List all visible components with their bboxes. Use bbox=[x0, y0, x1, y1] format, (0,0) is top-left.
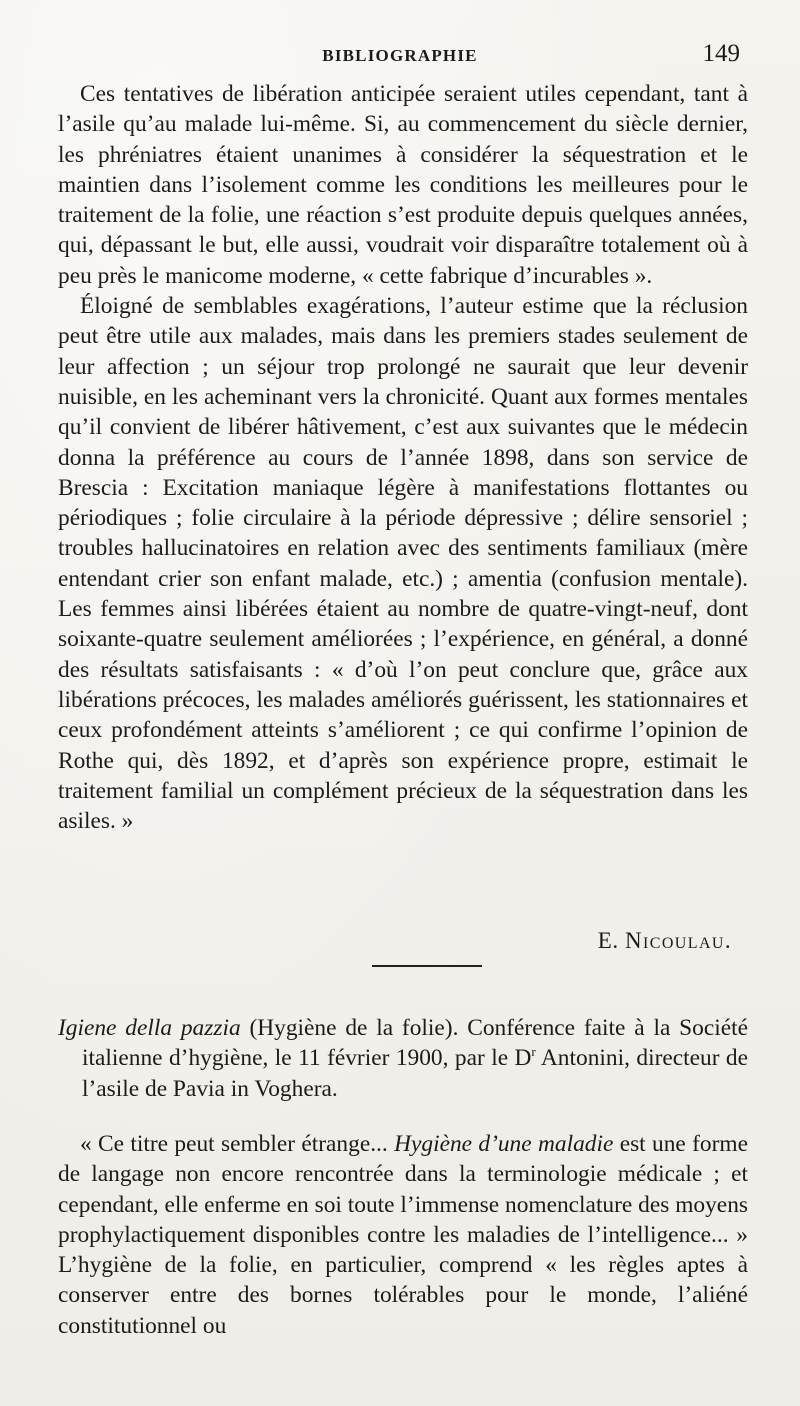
reviewer-signature bbox=[598, 928, 732, 954]
running-head bbox=[60, 40, 740, 72]
quote-start: « Ce titre peut sembler étrange... bbox=[80, 1131, 395, 1157]
signature-name: Nicoulau. bbox=[625, 928, 732, 953]
review-antonini-body bbox=[58, 1129, 748, 1341]
paragraph-liberation: Ces tentatives de libération anticipée seraient utiles cependant, tant à l’asile qu’au malade lui-même. Si, au commencement du siècle dernier, les phréniatres étaient unanimes à considérer la séquestration et le maintien dans l’isolement comme les conditions les meilleures pour le traitement de la folie, une réaction s’est produite depuis quelques années, qui, dépassant le but, elle aussi, voudrait voir disparaître totalement où à peu près le manicome moderne, « cette fabrique d’incurables ». bbox=[58, 81, 748, 289]
page-number: 149 bbox=[702, 40, 740, 67]
paragraph-reclusion: Éloigné de semblables exagérations, l’auteur estime que la réclusion peut être utile aux malades, mais dans les premiers stades seulement de leur affection ; un séjour trop prolongé ne saurait que leur devenir nuisible, en les acheminant vers la chronicité. Quant aux formes mentales qu’il convient de libérer hâtivement, c’est aux suivantes que le médecin donna la préférence au cours de l’année 1898, dans son service de Brescia : Excitation maniaque légère à manifestations flottantes ou périodiques ; folie circulaire à la période dépressive ; délire sensoriel ; troubles hallucinatoires en relation avec des sentiments familiaux (mère entendant crier son enfant malade, etc.) ; amentia (confusion mentale). Les femmes ainsi libérées étaient au nombre de quatre-vingt-neuf, dont soixante-quatre seulement améliorées ; l’expérience, en général, a donné des résultats satisfaisants : « d’où l’on peut conclure que, grâce aux libérations précoces, les malades améliorés guérissent, les stationnaires et ceux profondément atteints s’améliorent ; ce qui confirme l’opinion de Rothe qui, dès 1892, et d’après son expérience propre, estimait le traitement familial un complément précieux de la séquestration dans les asiles. » bbox=[58, 293, 748, 835]
signature-initial: E. bbox=[597, 928, 619, 953]
quote-rest: est une forme de langage non encore rencontrée dans la terminologie médicale ; et cependant, elle enferme en soi toute l’immense nomenclature des moyens prophylactiquement disponibles contre les maladies de l’intelligence... » L’hygiène de la folie, en particulier, comprend « les règles aptes à conserver entre des bornes tolérables pour le monde, l’aliéné constitutionnel ou bbox=[58, 1131, 748, 1339]
book-author-details: Antonini, directeur de l’asile de Pavia in Voghera. bbox=[82, 1045, 748, 1102]
doctor-superscript: r bbox=[531, 1044, 536, 1060]
running-title: BIBLIOGRAPHIE bbox=[322, 46, 478, 65]
quote-italic: Hygiène d’une maladie bbox=[394, 1131, 614, 1157]
review-antonini-heading bbox=[58, 1013, 748, 1104]
book-title: Igiene della pazzia bbox=[58, 1015, 241, 1041]
book-title-entry bbox=[58, 1013, 748, 1104]
paragraph-hygiene bbox=[58, 1129, 748, 1341]
review-nicoulau-text bbox=[58, 79, 748, 836]
book-title-details: (Hygiène de la folie). Conférence faite à la Société italienne d’hygiène, le 11 février 1900, par le D bbox=[82, 1015, 748, 1072]
section-divider bbox=[372, 965, 482, 967]
